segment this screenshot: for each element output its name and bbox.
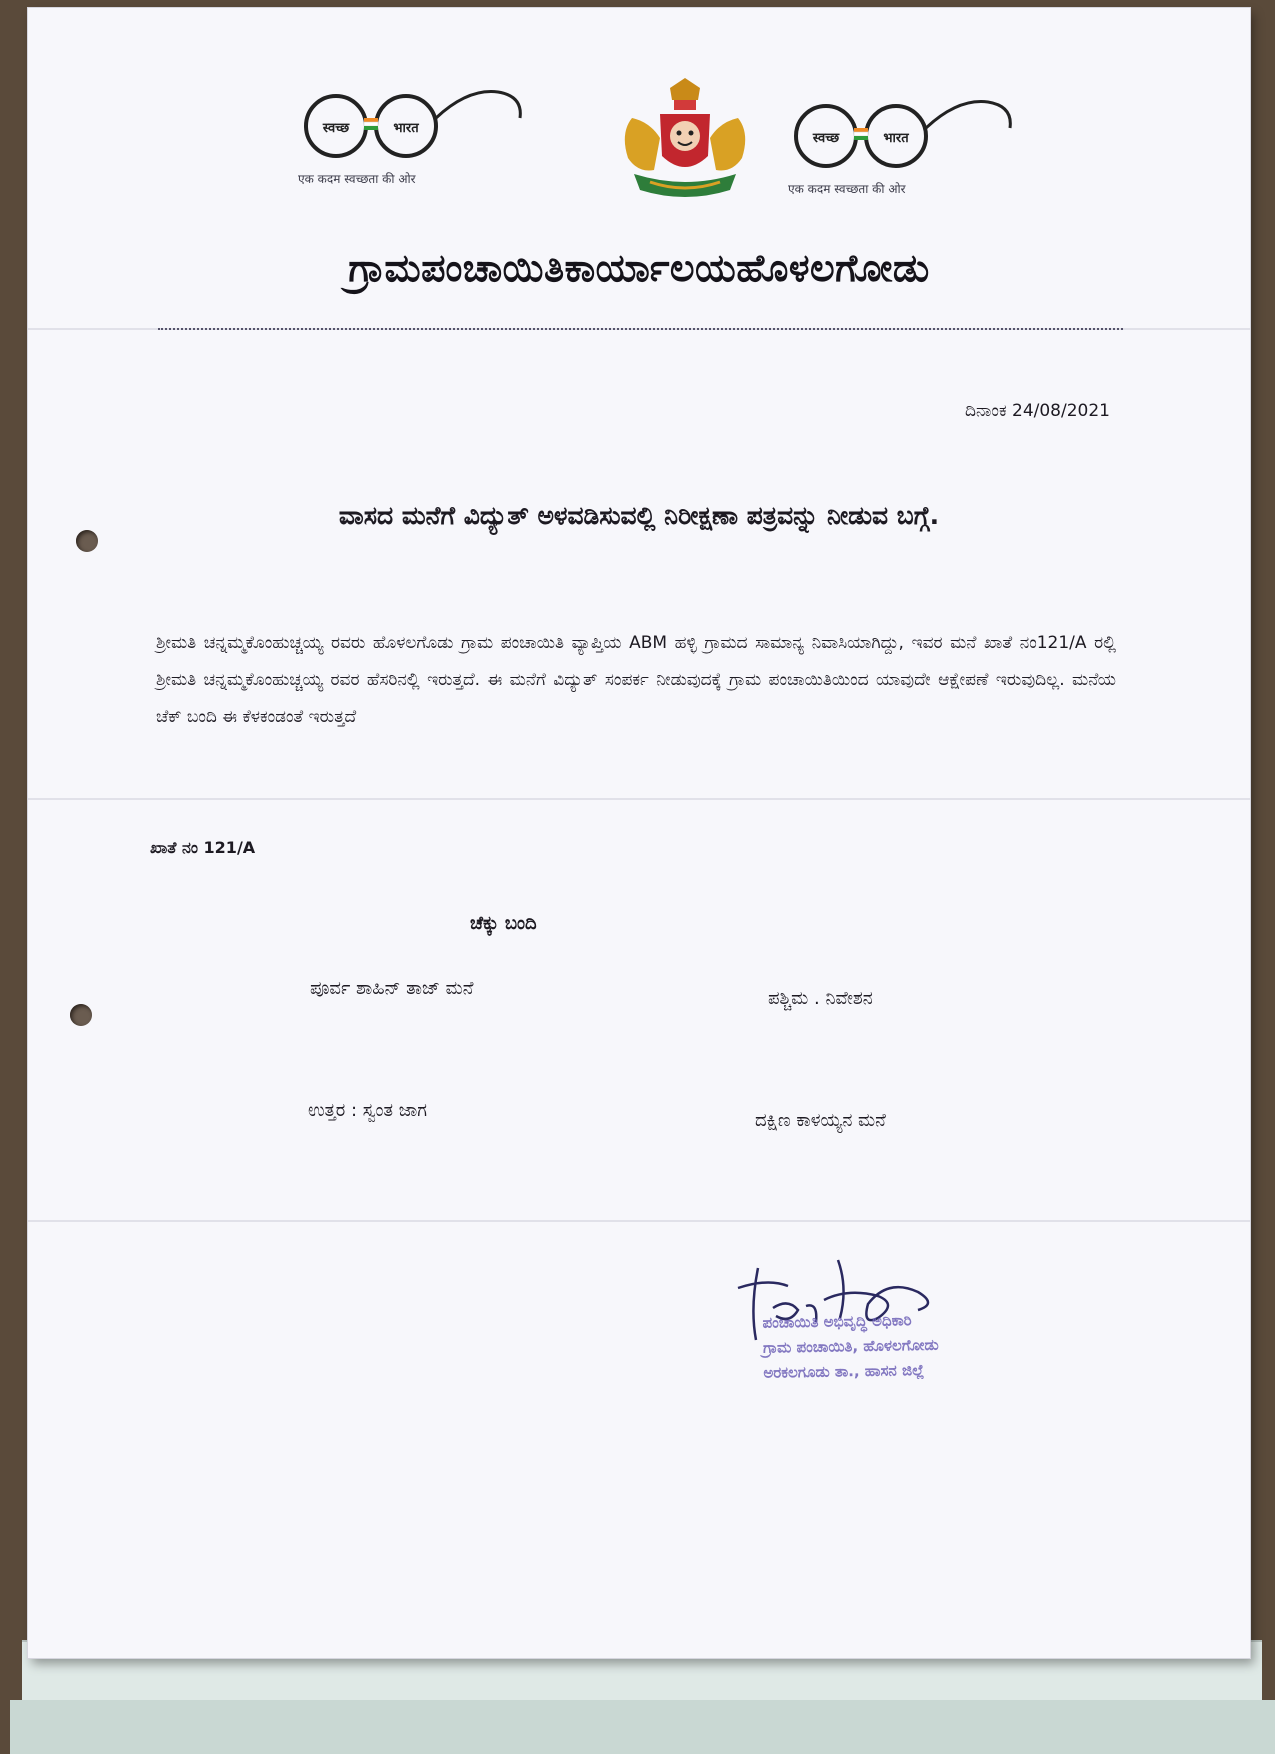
letter-date: ದಿನಾಂಕ 24/08/2021 <box>964 401 1110 421</box>
boundaries-heading: ಚೆಕ್ಕು ಬಂದಿ <box>470 913 537 934</box>
letter-page <box>28 8 1250 1658</box>
svg-text:स्वच्छ: स्वच्छ <box>322 121 350 136</box>
official-stamp <box>762 1305 1083 1386</box>
svg-text:भारत: भारत <box>393 121 419 136</box>
logo-caption: एक कदम स्वच्छता की ओर <box>298 172 416 186</box>
fold-line <box>28 798 1250 800</box>
boundary-west: ಪಶ್ಚಿಮ . ನಿವೇಶನ <box>768 988 873 1009</box>
spectacles-icon <box>788 88 1028 178</box>
letter-body: ಶ್ರೀಮತಿ ಚನ್ನಮ್ಮಕೊಂಹುಚ್ಚಯ್ಯ ರವರು ಹೊಳಲಗೊಡು ಗ್ರಾಮ ಪಂಚಾಯಿತಿ ವ್ಯಾಪ್ತಿಯ ABM ಹಳ್ಳಿ ಗ್ರಾಮದ ಸಾಮಾನ್ಯ ನಿವಾಸಿಯಾಗಿದ್ದು, ಇವರ ಮನೆ ಖಾತೆ ನಂ121/A ರಲ್ಲಿ ಶ್ರೀಮತಿ ಚನ್ನಮ್ಮಕೊಂಹುಚ್ಚಯ್ಯ ರವರ ಹೆಸರಿನಲ್ಲಿ ಇರುತ್ತದೆ. ಈ ಮನೆಗೆ ವಿದ್ಯುತ್ ಸಂಪರ್ಕ ನೀಡುವುದಕ್ಕೆ ಗ್ರಾಮ ಪಂಚಾಯಿತಿಯಿಂದ ಯಾವುದೇ ಆಕ್ಷೇಪಣೆ ಇರುವುದಿಲ್ಲ. ಮನೆಯ ಚೆಕ್ ಬಂದಿ ಈ ಕೆಳಕಂಡಂತೆ ಇರುತ್ತದೆ <box>156 633 1116 727</box>
stamp-line: ಗ್ರಾಮ ಪಂಚಾಯಿತಿ, ಹೊಳಲಗೋಡು <box>762 1335 939 1357</box>
header-divider <box>158 328 1123 330</box>
logo-caption: एक कदम स्वच्छता की ओर <box>788 182 906 196</box>
letterhead <box>298 78 1058 218</box>
fold-line <box>28 1220 1250 1222</box>
svg-text:स्वच्छ: स्वच्छ <box>812 131 840 146</box>
stamp-line: ಅರಕಲಗೂಡು ತಾ., ಹಾಸನ ಜಿಲ್ಲೆ <box>763 1360 925 1382</box>
stamp-line: ಪಂಚಾಯಿತಿ ಅಭಿವೃದ್ಧಿ ಅಧಿಕಾರಿ <box>762 1311 912 1332</box>
swachh-bharat-logo <box>788 88 1028 208</box>
boundary-south: ದಕ್ಷಿಣ ಕಾಳಯ್ಯನ ಮನೆ <box>755 1110 886 1131</box>
punch-hole <box>76 530 98 552</box>
svg-text:भारत: भारत <box>883 131 909 146</box>
punch-hole <box>70 1004 92 1026</box>
account-number: ಖಾತೆ ನಂ 121/A <box>150 838 256 857</box>
swachh-bharat-logo <box>298 78 538 198</box>
office-title: ಗ್ರಾಮಪಂಚಾಯಿತಿಕಾರ್ಯಾಲಯಹೊಳಲಗೋಡು <box>348 246 930 290</box>
letter-subject: ವಾಸದ ಮನೆಗೆ ವಿದ್ಯುತ್ ಅಳವಡಿಸುವಲ್ಲಿ ನಿರೀಕ್ಷಣಾ ಪತ್ರವನ್ನು ನೀಡುವ ಬಗ್ಗೆ. <box>338 501 940 530</box>
boundary-north: ಉತ್ತರ : ಸ್ವಂತ ಜಾಗ <box>308 1100 427 1121</box>
boundary-east: ಪೂರ್ವ ಶಾಹಿನ್ ತಾಜ್ ಮನೆ <box>310 978 474 999</box>
karnataka-emblem <box>610 78 760 208</box>
spectacles-icon <box>298 78 538 168</box>
state-emblem-icon <box>610 78 760 208</box>
under-sheet-lower <box>10 1700 1275 1754</box>
